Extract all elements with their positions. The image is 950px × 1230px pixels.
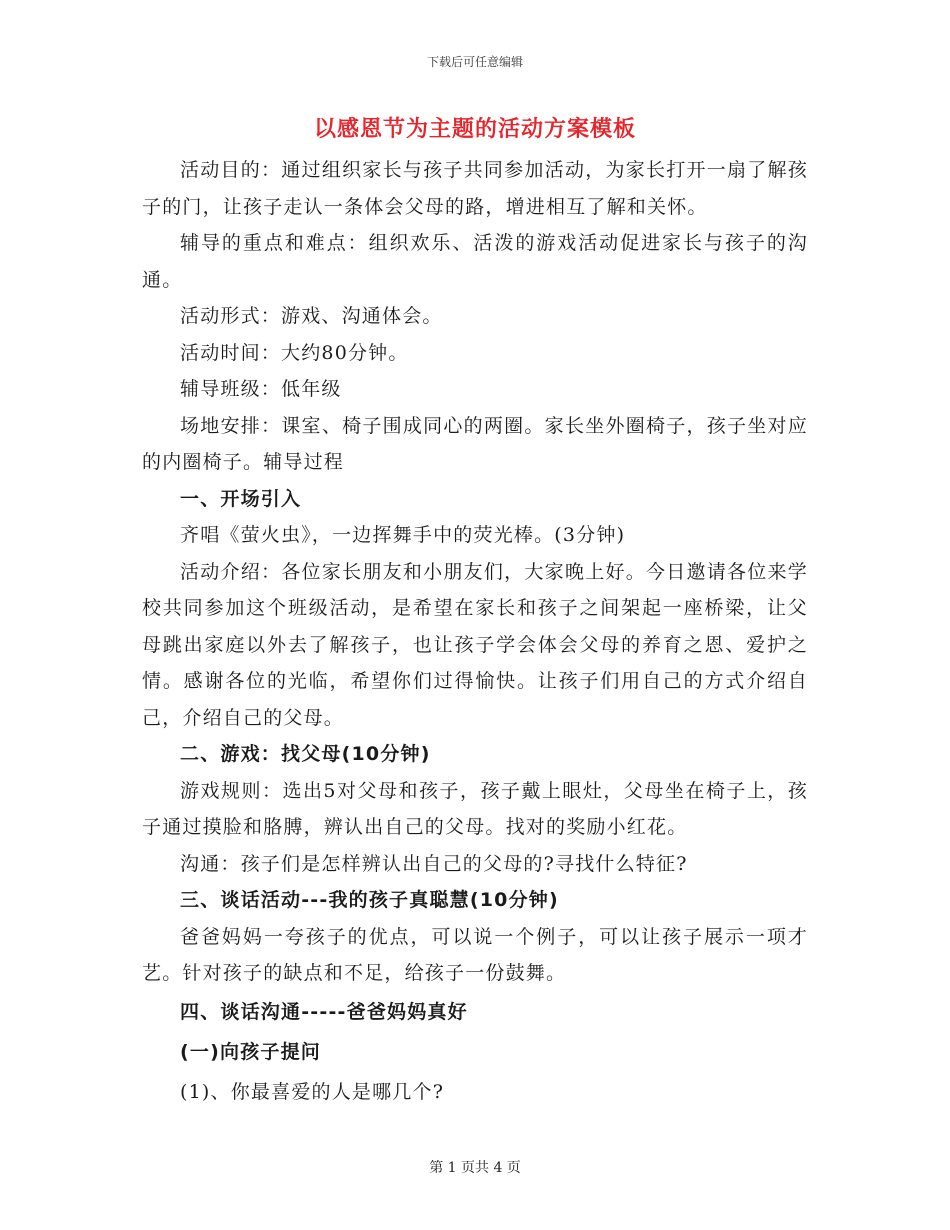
header-note: 下载后可任意编辑: [426, 55, 523, 69]
heading-section-2: 二、游戏：找父母(10分钟): [180, 743, 431, 765]
heading-section-1: 一、开场引入: [180, 487, 302, 510]
document-title: 以感恩节为主题的活动方案模板: [313, 116, 636, 142]
paragraph-praise: 爸爸妈妈一夸孩子的优点，可以说一个例子，可以让孩子展示一项才艺。针对孩子的缺点和不足，给孩子一份鼓舞。: [142, 925, 808, 984]
heading-section-4: 四、谈话沟通-----爸爸妈妈真好: [180, 1000, 468, 1023]
heading-section-3: 三、谈话活动---我的孩子真聪慧(10分钟): [180, 889, 559, 911]
paragraph-song: 齐唱《萤火虫》，一边挥舞手中的荧光棒。(3分钟): [180, 524, 626, 546]
paragraph-venue: 场地安排：课室、椅子围成同心的两圈。家长坐外圈椅子，孩子坐对应的内圈椅子。辅导过程: [142, 414, 808, 473]
document-body: [142, 152, 808, 1112]
heading-subsection-1: (一)向孩子提问: [180, 1040, 321, 1063]
paragraph-purpose: 活动目的：通过组织家长与孩子共同参加活动，为家长打开一扇了解孩子的门，让孩子走认一条体会父母的路，增进相互了解和关怀。: [142, 159, 808, 218]
paragraph-format: 活动形式：游戏、沟通体会。: [180, 305, 443, 327]
paragraph-key-points: 辅导的重点和难点：组织欢乐、活泼的游戏活动促进家长与孩子的沟通。: [142, 232, 808, 291]
paragraph-question-1: (1)、你最喜爱的人是哪几个?: [180, 1080, 445, 1103]
paragraph-game-discussion: 沟通：孩子们是怎样辨认出自己的父母的?寻找什么特征?: [180, 852, 688, 875]
paragraph-duration: 活动时间：大约80分钟。: [180, 341, 409, 364]
page-number: 第 1 页共 4 页: [429, 1160, 521, 1176]
paragraph-grade: 辅导班级：低年级: [180, 378, 342, 400]
paragraph-game-rules: 游戏规则：选出5对父母和孩子，孩子戴上眼灶，父母坐在椅子上，孩子通过摸脸和胳膊，辨认出自己的父母。找对的奖励小红花。: [142, 779, 808, 838]
paragraph-introduction: 活动介绍：各位家长朋友和小朋友们，大家晚上好。今日邀请各位来学校共同参加这个班级活动，是希望在家长和孩子之间架起一座桥梁，让父母跳出家庭以外去了解孩子，也让孩子学会体会父母的养育之恩、爱护之情。感谢各位的光临，希望你们过得愉快。让孩子们用自己的方式介绍自己，介绍自己的父母。: [142, 560, 808, 729]
